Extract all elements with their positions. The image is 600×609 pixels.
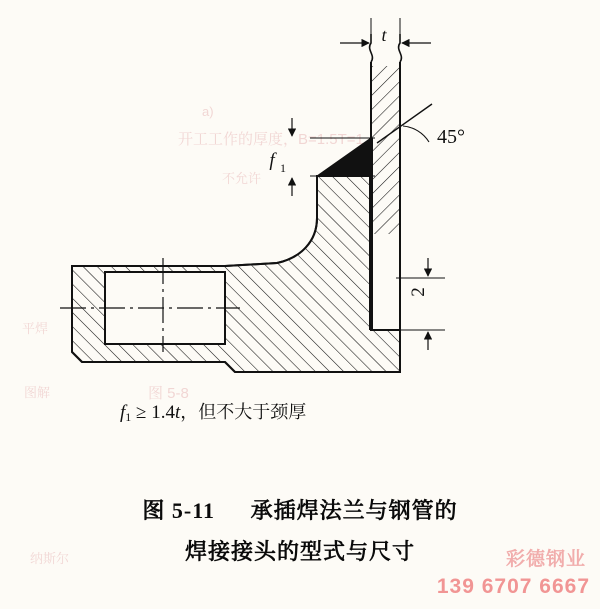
figure-title-line1: 承插焊法兰与钢管的 <box>250 498 458 523</box>
bleed-through-text: a) <box>202 104 214 119</box>
formula-note: ，但不大于颈厚 <box>180 402 307 422</box>
figure-title-line2: 焊接接头的型式与尺寸 <box>184 539 415 564</box>
watermark-phone: 139 6707 6667 <box>436 575 590 598</box>
bleed-through-text: 开工工作的厚度，B=1.5T=1 <box>178 131 364 148</box>
bleed-through-text: 图 5-8 <box>148 385 189 402</box>
bleed-through-text: 不允许 <box>222 171 262 186</box>
label-angle-45: 45° <box>437 126 465 148</box>
formula-relation: ≥ 1.4 <box>136 402 175 423</box>
watermark-brand: 彩德钢业 <box>505 549 586 570</box>
formula-subscript: 1 <box>125 410 132 424</box>
label-thickness-t: t <box>381 25 387 45</box>
formula-variable: t <box>174 402 181 423</box>
formula-symbol: f <box>120 402 126 423</box>
bleed-through-text: 平焊 <box>22 321 49 336</box>
label-fillet-f1: f <box>269 150 275 171</box>
label-gap-2: 2 <box>408 287 429 297</box>
label-fillet-f1-subscript: 1 <box>280 161 286 175</box>
figure-number: 图 5-11 <box>142 498 216 523</box>
bleed-through-text: 纳斯尔 <box>30 551 70 566</box>
formula-caption <box>120 398 480 425</box>
bleed-through-text: 图解 <box>24 385 51 400</box>
